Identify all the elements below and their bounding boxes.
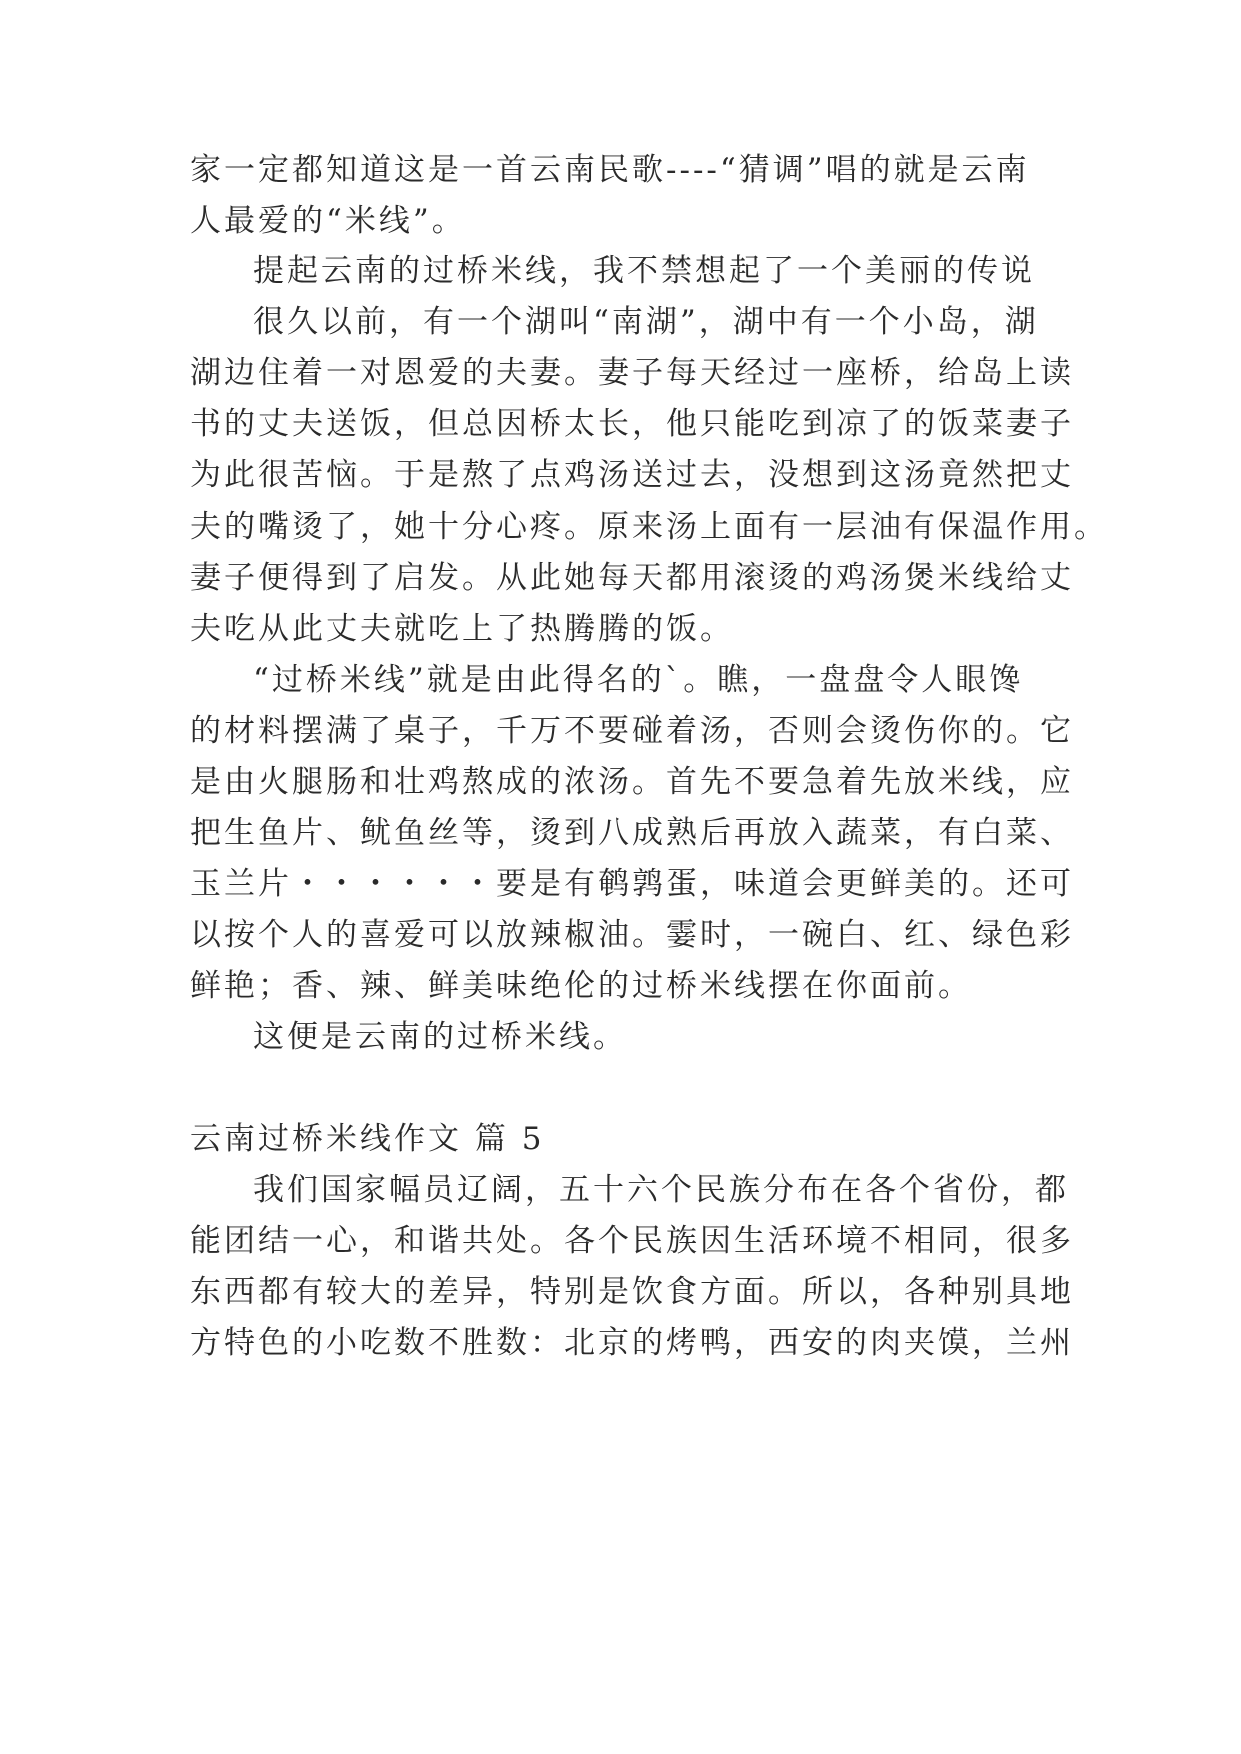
text-line: 妻子便得到了启发。从此她每天都用滚烫的鸡汤煲米线给丈 <box>190 560 1074 596</box>
text-line: 方特色的小吃数不胜数：北京的烤鸭，西安的肉夹馍，兰州 <box>190 1325 1074 1361</box>
text-line: 鲜艳；香、辣、鲜美味绝伦的过桥米线摆在你面前。 <box>190 968 972 1004</box>
text-line: 湖边住着一对恩爱的夫妻。妻子每天经过一座桥，给岛上读 <box>190 355 1074 391</box>
section-heading: 云南过桥米线作文 篇 5 <box>190 1121 545 1157</box>
text-line: 提起云南的过桥米线，我不禁想起了一个美丽的传说 <box>253 253 1035 289</box>
text-line: 我们国家幅员辽阔，五十六个民族分布在各个省份，都 <box>253 1172 1069 1208</box>
text-line: 的材料摆满了桌子，千万不要碰着汤，否则会烫伤你的。它 <box>190 713 1074 749</box>
text-line: 能团结一心，和谐共处。各个民族因生活环境不相同，很多 <box>190 1223 1074 1259</box>
text-line: 书的丈夫送饭，但总因桥太长，他只能吃到凉了的饭菜妻子 <box>190 406 1074 442</box>
text-line: 把生鱼片、鱿鱼丝等，烫到八成熟后再放入蔬菜，有白菜、 <box>190 815 1074 851</box>
text-line: “过桥米线”就是由此得名的`。瞧，一盘盘令人眼馋 <box>253 662 1024 698</box>
text-line: 东西都有较大的差异，特别是饮食方面。所以，各种别具地 <box>190 1274 1074 1310</box>
text-line: 为此很苦恼。于是熬了点鸡汤送过去，没想到这汤竟然把丈 <box>190 457 1074 493</box>
text-line: 这便是云南的过桥米线。 <box>253 1019 627 1055</box>
text-line: 家一定都知道这是一首云南民歌----“猜调”唱的就是云南 <box>190 152 1030 188</box>
text-line: 以按个人的喜爱可以放辣椒油。霎时，一碗白、红、绿色彩 <box>190 917 1074 953</box>
text-line: 玉兰片・・・・・・要是有鹌鹑蛋，味道会更鲜美的。还可 <box>190 866 1074 902</box>
text-line: 很久以前，有一个湖叫“南湖”，湖中有一个小岛，湖 <box>253 304 1039 340</box>
text-line: 人最爱的“米线”。 <box>190 203 466 239</box>
text-line: 是由火腿肠和壮鸡熬成的浓汤。首先不要急着先放米线，应 <box>190 764 1074 800</box>
text-line: 夫的嘴烫了，她十分心疼。原来汤上面有一层油有保温作用。 <box>190 509 1108 545</box>
text-line: 夫吃从此丈夫就吃上了热腾腾的饭。 <box>190 611 734 647</box>
